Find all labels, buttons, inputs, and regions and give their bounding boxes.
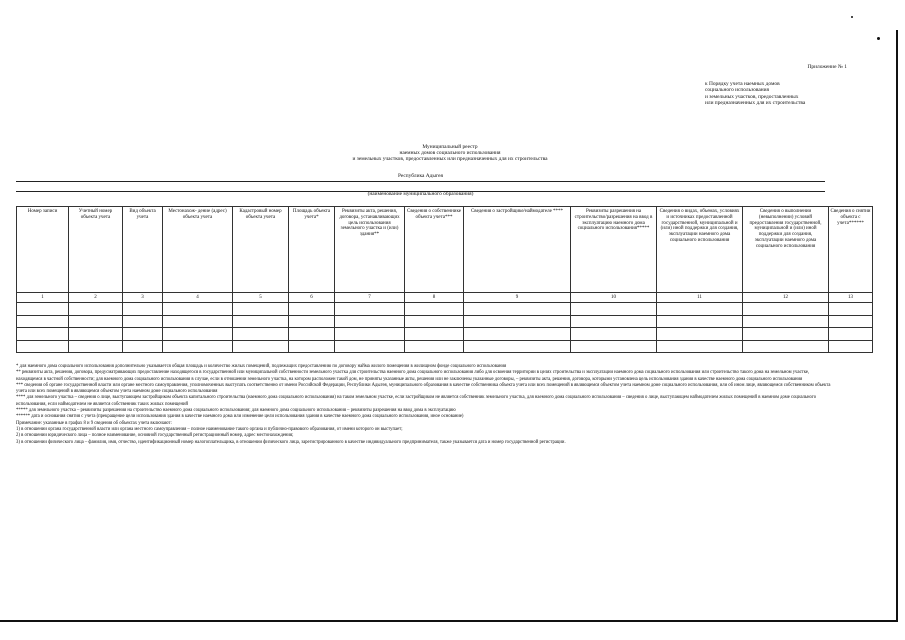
table-cell bbox=[17, 328, 69, 341]
registry-title bbox=[270, 144, 630, 163]
table-cell bbox=[289, 340, 335, 353]
table-cell bbox=[233, 303, 289, 316]
footnote: ****** дата и основания снятия с учета (прекращение цели использования здания в качестве наемного дома или изменение цели использования здания в качестве наемного дома социального использования, иное основание) bbox=[16, 414, 464, 420]
table-cell bbox=[657, 328, 743, 341]
column-header: Реквизиты акта, решения, договора, устанавливающих цель использования земельного участка и (или) здания** bbox=[335, 207, 405, 293]
table-cell bbox=[464, 328, 571, 341]
column-number: 7 bbox=[335, 293, 405, 303]
column-number: 5 bbox=[233, 293, 289, 303]
column-number-row bbox=[17, 293, 873, 303]
footnote: ***** для земельного участка – реквизиты разрешения на строительство наемного дома социального использования; для наемного дома социального использования – реквизиты разрешения на ввод дома в эксплуатацию bbox=[16, 408, 456, 414]
table-cell bbox=[163, 340, 233, 353]
column-header: Вид объекта учета bbox=[123, 207, 163, 293]
table-cell bbox=[571, 328, 657, 341]
column-header: Сведения о видах, объемах, условиях и источниках предоставленной государственной, муниципальной и (или) иной поддержки для создания, эксплуатации наемного дома социального использования bbox=[657, 207, 743, 293]
table-cell bbox=[571, 303, 657, 316]
table-cell bbox=[405, 328, 464, 341]
column-header: Сведения о собственнике объекта учета*** bbox=[405, 207, 464, 293]
appendix-title: Приложение № 1 bbox=[807, 64, 847, 70]
municipality-caption: (наименование муниципального образования) bbox=[367, 191, 474, 197]
scan-speck-dot bbox=[851, 16, 853, 18]
footnote: **** для земельного участка – сведения о лице, выступающем застройщиком объекта капитального строительства (наемного дома социального использования) на таком земельном участке, если застройщиком не является собственник земельного участка, для наемного дома социального использования – сведения о лице, выступающем наймодателем жилых помещений в наемном доме социального использования, если наймодателем не является собственник таких жилых помещений bbox=[16, 395, 817, 407]
table-row bbox=[17, 328, 873, 341]
table-cell bbox=[335, 328, 405, 341]
footnote: 2) в отношении юридического лица – полное наименование, основной государственный регистрационный номер, адрес местонахождения; bbox=[16, 433, 294, 439]
column-number: 10 bbox=[571, 293, 657, 303]
column-number: 3 bbox=[123, 293, 163, 303]
footnote: 3) в отношении физического лица – фамилия, имя, отчество, идентификационный номер налогоплательщика, в отношении физического лица, зарегистрированного в качестве индивидуального предпринимателя, также указывается дата и номер государственной регистрации. bbox=[16, 439, 566, 445]
column-header: Сведения о снятии объекта с учета****** bbox=[829, 207, 873, 293]
footnote: 1) в отношении органа государственной власти или органа местного самоуправления – полное наименование такого органа и публично-правового образования, от имени которого он выступает; bbox=[16, 426, 403, 432]
scan-border-right bbox=[896, 30, 898, 622]
column-number: 6 bbox=[289, 293, 335, 303]
table-cell bbox=[233, 340, 289, 353]
footnote: ** реквизиты акта, решения, договора, предусматривающих предоставление находящегося в государственной или муниципальной собственности земельного участка для строительства наемного дома социального использования либо для освоения территории в целях строительства и эксплуатации наемного дома социального использования или строительство такого дома на земельном участке, находящемся в частной собственности; для наемного дома социального использования в случае, если в отношении земельного участка, на котором расположен такой дом, не приняты указанные акты, решения или не заключены указанные договоры, – реквизиты акта, решения, договора, которыми установлена цель использования здания в качестве наемного дома социального использования bbox=[16, 370, 810, 382]
table-cell bbox=[289, 328, 335, 341]
column-header: Сведения о выполнении (невыполнении) условий предоставления государственной, муниципальной и (или) иной поддержки для создания, эксплуатации наемного дома социального использования bbox=[743, 207, 829, 293]
table-cell bbox=[405, 315, 464, 328]
registry-table bbox=[16, 206, 873, 353]
table-cell bbox=[69, 315, 123, 328]
table-cell bbox=[829, 340, 873, 353]
table-cell bbox=[17, 303, 69, 316]
table-cell bbox=[17, 315, 69, 328]
table-cell bbox=[657, 315, 743, 328]
column-header: Кадастровый номер объекта учета bbox=[233, 207, 289, 293]
republic-line: Республика Адыгея bbox=[16, 172, 825, 182]
column-number: 2 bbox=[69, 293, 123, 303]
table-cell bbox=[123, 328, 163, 341]
column-header: Сведения о застройщике/наймодателе **** bbox=[464, 207, 571, 293]
table-cell bbox=[163, 328, 233, 341]
table-cell bbox=[405, 303, 464, 316]
appendix-line: к Порядку учета наемных домов bbox=[705, 80, 780, 87]
table-row bbox=[17, 340, 873, 353]
table-cell bbox=[743, 303, 829, 316]
table-cell bbox=[464, 303, 571, 316]
table-cell bbox=[289, 303, 335, 316]
table-cell bbox=[69, 303, 123, 316]
table-cell bbox=[233, 315, 289, 328]
appendix-line: или предназначенных для их строительства bbox=[705, 100, 806, 107]
table-cell bbox=[571, 340, 657, 353]
footnotes bbox=[16, 364, 831, 446]
table-cell bbox=[743, 328, 829, 341]
footnote: * для наемного дома социального использования дополнительно указывается общая площадь и количество жилых помещений, подлежащих предоставлению по договору найма жилого помещения в жилищном фонде социального использования bbox=[16, 364, 507, 369]
appendix-block bbox=[705, 64, 895, 107]
column-header: Местонахож- дение (адрес) объекта учета bbox=[163, 207, 233, 293]
table-cell bbox=[69, 328, 123, 341]
table-cell bbox=[163, 315, 233, 328]
table-cell bbox=[335, 315, 405, 328]
table-cell bbox=[289, 315, 335, 328]
column-header: Реквизиты разрешения на строительство/разрешения на ввод в эксплуатацию наемного дома социального использования***** bbox=[571, 207, 657, 293]
column-number: 8 bbox=[405, 293, 464, 303]
table-cell bbox=[829, 303, 873, 316]
table-cell bbox=[69, 340, 123, 353]
table-header-row bbox=[17, 207, 873, 293]
registry-title-line: Муниципальный реестр bbox=[422, 144, 478, 150]
column-number: 13 bbox=[829, 293, 873, 303]
table-cell bbox=[123, 303, 163, 316]
column-number: 9 bbox=[464, 293, 571, 303]
table-cell bbox=[657, 303, 743, 316]
table-cell bbox=[233, 328, 289, 341]
table-cell bbox=[829, 328, 873, 341]
footnote: Примечание: указанные в графах 8 и 9 сведения об объектах учета включают: bbox=[16, 420, 172, 426]
scan-border-bottom bbox=[0, 620, 898, 622]
column-number: 4 bbox=[163, 293, 233, 303]
table-cell bbox=[163, 303, 233, 316]
table-cell bbox=[829, 315, 873, 328]
table-cell bbox=[743, 340, 829, 353]
column-number: 1 bbox=[17, 293, 69, 303]
table-row bbox=[17, 315, 873, 328]
table-cell bbox=[657, 340, 743, 353]
column-number: 11 bbox=[657, 293, 743, 303]
column-header: Площадь объекта учета* bbox=[289, 207, 335, 293]
column-header: Учетный номер объекта учета bbox=[69, 207, 123, 293]
table-cell bbox=[464, 340, 571, 353]
table-cell bbox=[743, 315, 829, 328]
table-cell bbox=[123, 340, 163, 353]
column-number: 12 bbox=[743, 293, 829, 303]
footnote: *** сведения об органе государственной власти или органе местного самоуправления, уполномоченных выступать соответственно от имени Российской Федерации, Республики Адыгея, муниципального образования в качестве собственника объекта учета или всех помещений в являющемся объектом учета наемном доме социального использования, или об ином лице, являющемся собственником объекта учета или всех помещений в являющемся объектом учета наемном доме социального использования bbox=[16, 382, 831, 395]
table-cell bbox=[405, 340, 464, 353]
table-cell bbox=[571, 315, 657, 328]
table-row bbox=[17, 303, 873, 316]
table-cell bbox=[464, 315, 571, 328]
appendix-line: социального использования bbox=[705, 87, 769, 94]
registry-title-line: наемных домов социального использования bbox=[399, 150, 501, 157]
table-cell bbox=[17, 340, 69, 353]
registry-title-line: и земельных участков, предоставленных или предназначенных для их строительства bbox=[352, 156, 548, 163]
column-header: Номер записи bbox=[17, 207, 69, 293]
scan-speck-dot bbox=[877, 37, 880, 40]
table-cell bbox=[335, 303, 405, 316]
appendix-line: и земельных участков, предоставленных bbox=[705, 93, 799, 100]
table-cell bbox=[123, 315, 163, 328]
table-cell bbox=[335, 340, 405, 353]
